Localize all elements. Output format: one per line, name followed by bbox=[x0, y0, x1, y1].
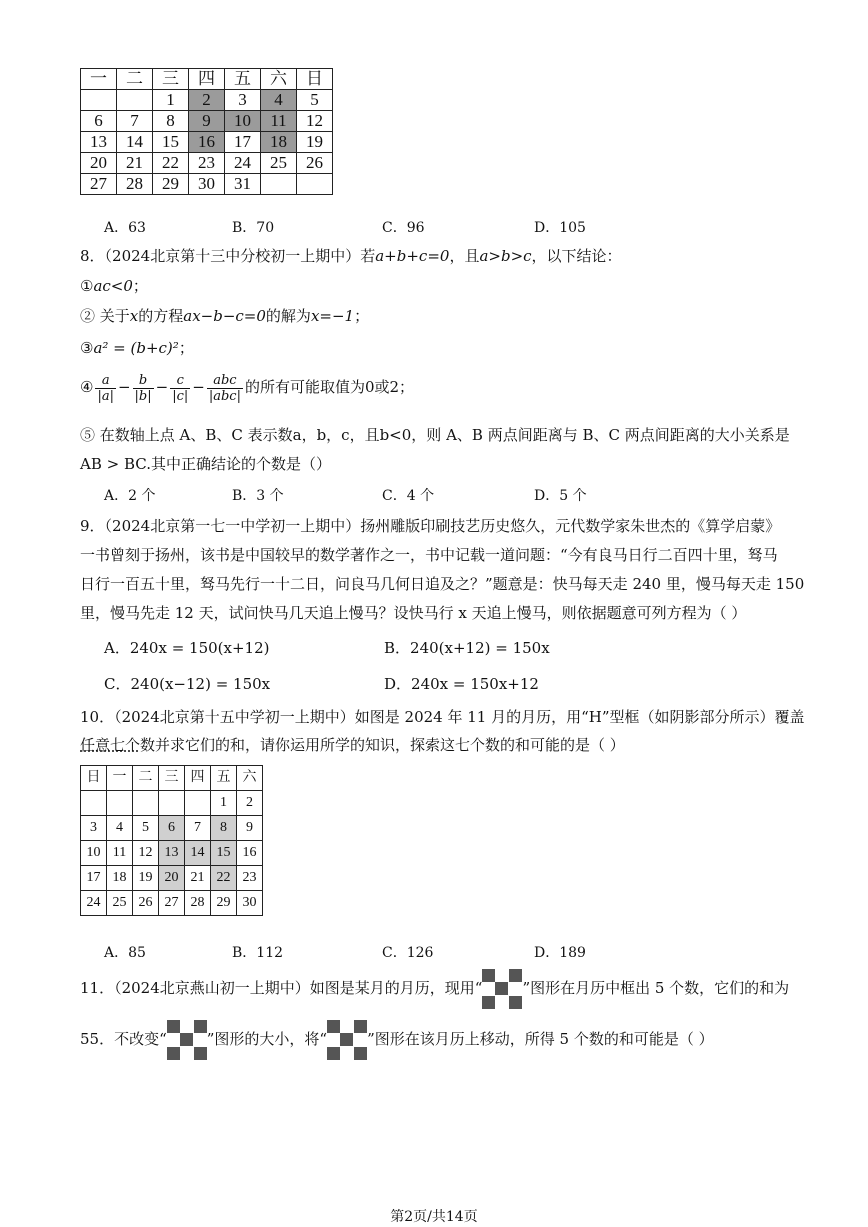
calendar-day-cell: 1 bbox=[153, 90, 189, 111]
calendar-week-row bbox=[81, 841, 263, 866]
calendar-day-cell: 23 bbox=[237, 866, 263, 891]
x-pattern-icon bbox=[482, 969, 522, 1009]
weekday-header: 四 bbox=[185, 766, 211, 791]
q8-condition-sum: a+b+c=0 bbox=[375, 247, 450, 265]
q8-c4-minus-2: − bbox=[155, 378, 169, 396]
calendar-day-cell: 17 bbox=[81, 866, 107, 891]
q10-line-1: 10．（2024北京第十五中学初一上期中）如图是 2024 年 11 月的月历，用“H”型框（如阴影部分所示）覆盖 bbox=[80, 708, 805, 726]
calendar-day-cell: 4 bbox=[261, 90, 297, 111]
calendar-header-row bbox=[81, 766, 263, 791]
calendar-day-cell: 11 bbox=[261, 111, 297, 132]
q8-c4-minus-1: − bbox=[117, 378, 131, 396]
calendar-day-cell: 18 bbox=[261, 132, 297, 153]
q10-emphasis: 任意七个 bbox=[80, 736, 141, 754]
q8-c4-frac-a bbox=[95, 373, 116, 404]
calendar-day-cell: 21 bbox=[117, 153, 153, 174]
q9-option-c: C．240(x−12) = 150x bbox=[104, 675, 271, 693]
q8-c4-mark: ④ bbox=[80, 378, 94, 396]
calendar-day-cell: 31 bbox=[225, 174, 261, 195]
q8-c1-mark: ① bbox=[80, 277, 94, 295]
weekday-header: 一 bbox=[107, 766, 133, 791]
q8-option-a: A．2 个 bbox=[104, 488, 156, 504]
calendar-day-cell: 23 bbox=[189, 153, 225, 174]
weekday-header: 一 bbox=[81, 69, 117, 90]
calendar-day-cell: 28 bbox=[117, 174, 153, 195]
calendar-day-cell: 9 bbox=[189, 111, 225, 132]
calendar-day-cell bbox=[133, 791, 159, 816]
q9-option-b: B．240(x+12) = 150x bbox=[384, 639, 550, 657]
calendar-day-cell: 27 bbox=[81, 174, 117, 195]
calendar-day-cell: 5 bbox=[133, 816, 159, 841]
calendar-week-row bbox=[81, 153, 333, 174]
q9-line-4: 里，慢马先走 12 天，试问快马几天追上慢马？设快马行 x 天追上慢马，则依据题意可列方程为（ ） bbox=[80, 604, 747, 622]
q10-option-b: B．112 bbox=[232, 945, 284, 961]
page-footer: 第2页/共14页 bbox=[390, 1209, 478, 1225]
q8-conclusion-5-line1: ⑤ 在数轴上点 A、B、C 表示数a，b，c，且b<0，则 A、B 两点间距离与 B、C 两点间距离的大小关系是 bbox=[80, 426, 790, 444]
q8-c3-expr: a² = (b+c)² bbox=[93, 339, 179, 357]
calendar-day-cell: 17 bbox=[225, 132, 261, 153]
calendar-day-cell: 29 bbox=[153, 174, 189, 195]
q10-option-a: A．85 bbox=[104, 945, 146, 961]
q8-conclusion-5-line2: AB > BC.其中正确结论的个数是（） bbox=[80, 455, 331, 473]
calendar-day-cell: 15 bbox=[211, 841, 237, 866]
calendar-week-row bbox=[81, 111, 333, 132]
calendar-day-cell bbox=[107, 791, 133, 816]
q9-line-3: 日行一百五十里，驽马先行一十二日，问良马几何日追及之？”题意是：快马每天走 240 里，慢马每天走 150 bbox=[80, 575, 805, 593]
q8-c4-frac-a-num: a bbox=[95, 373, 116, 389]
x-pattern-icon bbox=[327, 1020, 367, 1060]
calendar-week-row bbox=[81, 791, 263, 816]
calendar-day-cell: 22 bbox=[153, 153, 189, 174]
q8-c2-start: ② 关于 bbox=[80, 307, 130, 325]
calendar-day-cell: 1 bbox=[211, 791, 237, 816]
q11-line-1-end: ”图形在月历中框出 5 个数，它们的和为 bbox=[522, 979, 790, 997]
calendar-day-cell: 13 bbox=[159, 841, 185, 866]
q9-line-2: 一书曾刻于扬州，该书是中国较早的数学著作之一，书中记载一道问题：“今有良马日行二百四十里，驽马 bbox=[80, 546, 778, 564]
weekday-header: 六 bbox=[237, 766, 263, 791]
q7-option-b: B．70 bbox=[232, 220, 275, 236]
q8-c4-frac-c bbox=[170, 373, 190, 404]
q11-line-1-start: 11．（2024北京燕山初一上期中）如图是某月的月历，现用“ bbox=[80, 979, 483, 997]
q8-c4-frac-b bbox=[133, 373, 154, 404]
weekday-header: 六 bbox=[261, 69, 297, 90]
calendar-week-row bbox=[81, 891, 263, 916]
calendar-day-cell: 30 bbox=[189, 174, 225, 195]
calendar-day-cell: 25 bbox=[107, 891, 133, 916]
q8-c4-frac-b-den: |b| bbox=[134, 388, 152, 404]
calendar-day-cell: 18 bbox=[107, 866, 133, 891]
q9-line-1: 9．（2024北京第一七一中学初一上期中）扬州雕版印刷技艺历史悠久，元代数学家朱世杰的《算学启蒙》 bbox=[80, 517, 781, 535]
q8-stem-text: 8．（2024北京第十三中分校初一上期中）若 bbox=[80, 247, 376, 265]
q8-conclusion-2 bbox=[80, 306, 369, 326]
q8-conclusion-1 bbox=[80, 276, 148, 296]
calendar-day-cell bbox=[185, 791, 211, 816]
q10-option-d: D．189 bbox=[534, 945, 586, 961]
weekday-header: 日 bbox=[297, 69, 333, 90]
calendar-week-row bbox=[81, 132, 333, 153]
calendar-day-cell: 20 bbox=[159, 866, 185, 891]
calendar-header-row bbox=[81, 69, 333, 90]
weekday-header: 五 bbox=[225, 69, 261, 90]
calendar-day-cell: 10 bbox=[81, 841, 107, 866]
q11-line-2-start: 55．不改变“ bbox=[80, 1030, 167, 1048]
q9-option-d: D．240x = 150x+12 bbox=[384, 675, 539, 693]
calendar-day-cell: 6 bbox=[159, 816, 185, 841]
q11-line-2-mid: ”图形的大小，将“ bbox=[206, 1030, 328, 1048]
calendar-day-cell: 22 bbox=[211, 866, 237, 891]
weekday-header: 四 bbox=[189, 69, 225, 90]
q8-c4-frac-a-den: |a| bbox=[97, 388, 114, 404]
calendar-day-cell: 26 bbox=[297, 153, 333, 174]
calendar-day-cell: 8 bbox=[153, 111, 189, 132]
q8-option-c: C．4 个 bbox=[382, 488, 435, 504]
calendar-week-row bbox=[81, 90, 333, 111]
calendar-week-row bbox=[81, 174, 333, 195]
calendar-day-cell: 12 bbox=[133, 841, 159, 866]
weekday-header: 日 bbox=[81, 766, 107, 791]
q8-c1-expr: ac<0 bbox=[93, 277, 133, 295]
q8-stem-mid: ，且 bbox=[449, 247, 480, 265]
calendar-day-cell bbox=[261, 174, 297, 195]
calendar-day-cell: 28 bbox=[185, 891, 211, 916]
calendar-day-cell: 7 bbox=[117, 111, 153, 132]
q8-c4-frac-abc-den: |abc| bbox=[208, 388, 241, 404]
q8-c4-frac-abc-num: abc bbox=[207, 373, 243, 389]
calendar-day-cell: 4 bbox=[107, 816, 133, 841]
calendar-day-cell: 13 bbox=[81, 132, 117, 153]
calendar-day-cell: 21 bbox=[185, 866, 211, 891]
calendar-day-cell bbox=[81, 791, 107, 816]
q11-line-1 bbox=[80, 968, 789, 1009]
calendar-week-row bbox=[81, 866, 263, 891]
q8-conclusion-4 bbox=[80, 370, 414, 404]
calendar-day-cell bbox=[159, 791, 185, 816]
q11-line-2-end: ”图形在该月历上移动，所得 5 个数的和可能是（ ） bbox=[367, 1030, 714, 1048]
q7-option-d: D．105 bbox=[534, 220, 586, 236]
weekday-header: 二 bbox=[117, 69, 153, 90]
calendar-day-cell: 3 bbox=[225, 90, 261, 111]
calendar-day-cell: 9 bbox=[237, 816, 263, 841]
q8-c4-end: 的所有可能取值为0或2； bbox=[244, 378, 415, 396]
calendar-day-cell: 10 bbox=[225, 111, 261, 132]
calendar-day-cell bbox=[297, 174, 333, 195]
calendar-week-row bbox=[81, 816, 263, 841]
q8-c4-frac-c-den: |c| bbox=[172, 388, 189, 404]
calendar-day-cell: 29 bbox=[211, 891, 237, 916]
calendar-day-cell: 16 bbox=[189, 132, 225, 153]
calendar-day-cell: 7 bbox=[185, 816, 211, 841]
calendar-day-cell bbox=[117, 90, 153, 111]
calendar-day-cell: 5 bbox=[297, 90, 333, 111]
q8-c4-frac-c-num: c bbox=[170, 373, 190, 389]
calendar-day-cell: 19 bbox=[133, 866, 159, 891]
q8-option-d: D．5 个 bbox=[534, 488, 587, 504]
calendar-table-2 bbox=[80, 765, 263, 916]
x-pattern-icon bbox=[167, 1020, 207, 1060]
calendar-day-cell: 16 bbox=[237, 841, 263, 866]
calendar-table-1 bbox=[80, 68, 333, 195]
calendar-day-cell: 2 bbox=[237, 791, 263, 816]
calendar-day-cell: 30 bbox=[237, 891, 263, 916]
q7-option-a: A．63 bbox=[104, 220, 146, 236]
calendar-day-cell: 19 bbox=[297, 132, 333, 153]
q8-c2-eq: ax−b−c=0 bbox=[183, 307, 266, 325]
q8-option-b: B．3 个 bbox=[232, 488, 284, 504]
q8-c2-sol: x=−1 bbox=[310, 307, 355, 325]
q8-c3-end: ； bbox=[178, 339, 194, 357]
calendar-day-cell: 8 bbox=[211, 816, 237, 841]
calendar-day-cell: 2 bbox=[189, 90, 225, 111]
q8-c2-mid2: 的解为 bbox=[265, 307, 311, 325]
calendar-day-cell: 25 bbox=[261, 153, 297, 174]
calendar-day-cell: 11 bbox=[107, 841, 133, 866]
q8-c4-minus-3: − bbox=[192, 378, 205, 396]
q8-stem-end: ，以下结论： bbox=[531, 247, 622, 265]
q8-condition-order: a>b>c bbox=[479, 247, 532, 265]
calendar-day-cell: 27 bbox=[159, 891, 185, 916]
calendar-day-cell: 14 bbox=[117, 132, 153, 153]
q10-line-2 bbox=[80, 735, 625, 755]
calendar-day-cell: 20 bbox=[81, 153, 117, 174]
calendar-day-cell bbox=[81, 90, 117, 111]
q8-c4-frac-b-num: b bbox=[133, 373, 154, 389]
q8-c2-var: x bbox=[129, 307, 139, 325]
calendar-day-cell: 3 bbox=[81, 816, 107, 841]
q8-c4-frac-abc bbox=[207, 373, 243, 404]
calendar-day-cell: 6 bbox=[81, 111, 117, 132]
calendar-day-cell: 24 bbox=[225, 153, 261, 174]
q8-c3-mark: ③ bbox=[80, 339, 94, 357]
weekday-header: 五 bbox=[211, 766, 237, 791]
q8-c1-end: ； bbox=[132, 277, 148, 295]
weekday-header: 三 bbox=[153, 69, 189, 90]
weekday-header: 三 bbox=[159, 766, 185, 791]
weekday-header: 二 bbox=[133, 766, 159, 791]
q10-option-c: C．126 bbox=[382, 945, 434, 961]
q9-option-a: A．240x = 150(x+12) bbox=[104, 639, 270, 657]
calendar-day-cell: 14 bbox=[185, 841, 211, 866]
calendar-day-cell: 15 bbox=[153, 132, 189, 153]
q7-option-c: C．96 bbox=[382, 220, 425, 236]
q11-line-2 bbox=[80, 1019, 714, 1060]
q8-c2-end: ； bbox=[354, 307, 370, 325]
q8-stem bbox=[80, 246, 622, 266]
calendar-day-cell: 12 bbox=[297, 111, 333, 132]
q8-conclusion-3 bbox=[80, 338, 194, 358]
calendar-day-cell: 26 bbox=[133, 891, 159, 916]
q8-c2-mid: 的方程 bbox=[138, 307, 184, 325]
calendar-day-cell: 24 bbox=[81, 891, 107, 916]
q10-line-2-rest: 数并求它们的和，请你运用所学的知识，探索这七个数的和可能的是（ ） bbox=[140, 736, 625, 754]
